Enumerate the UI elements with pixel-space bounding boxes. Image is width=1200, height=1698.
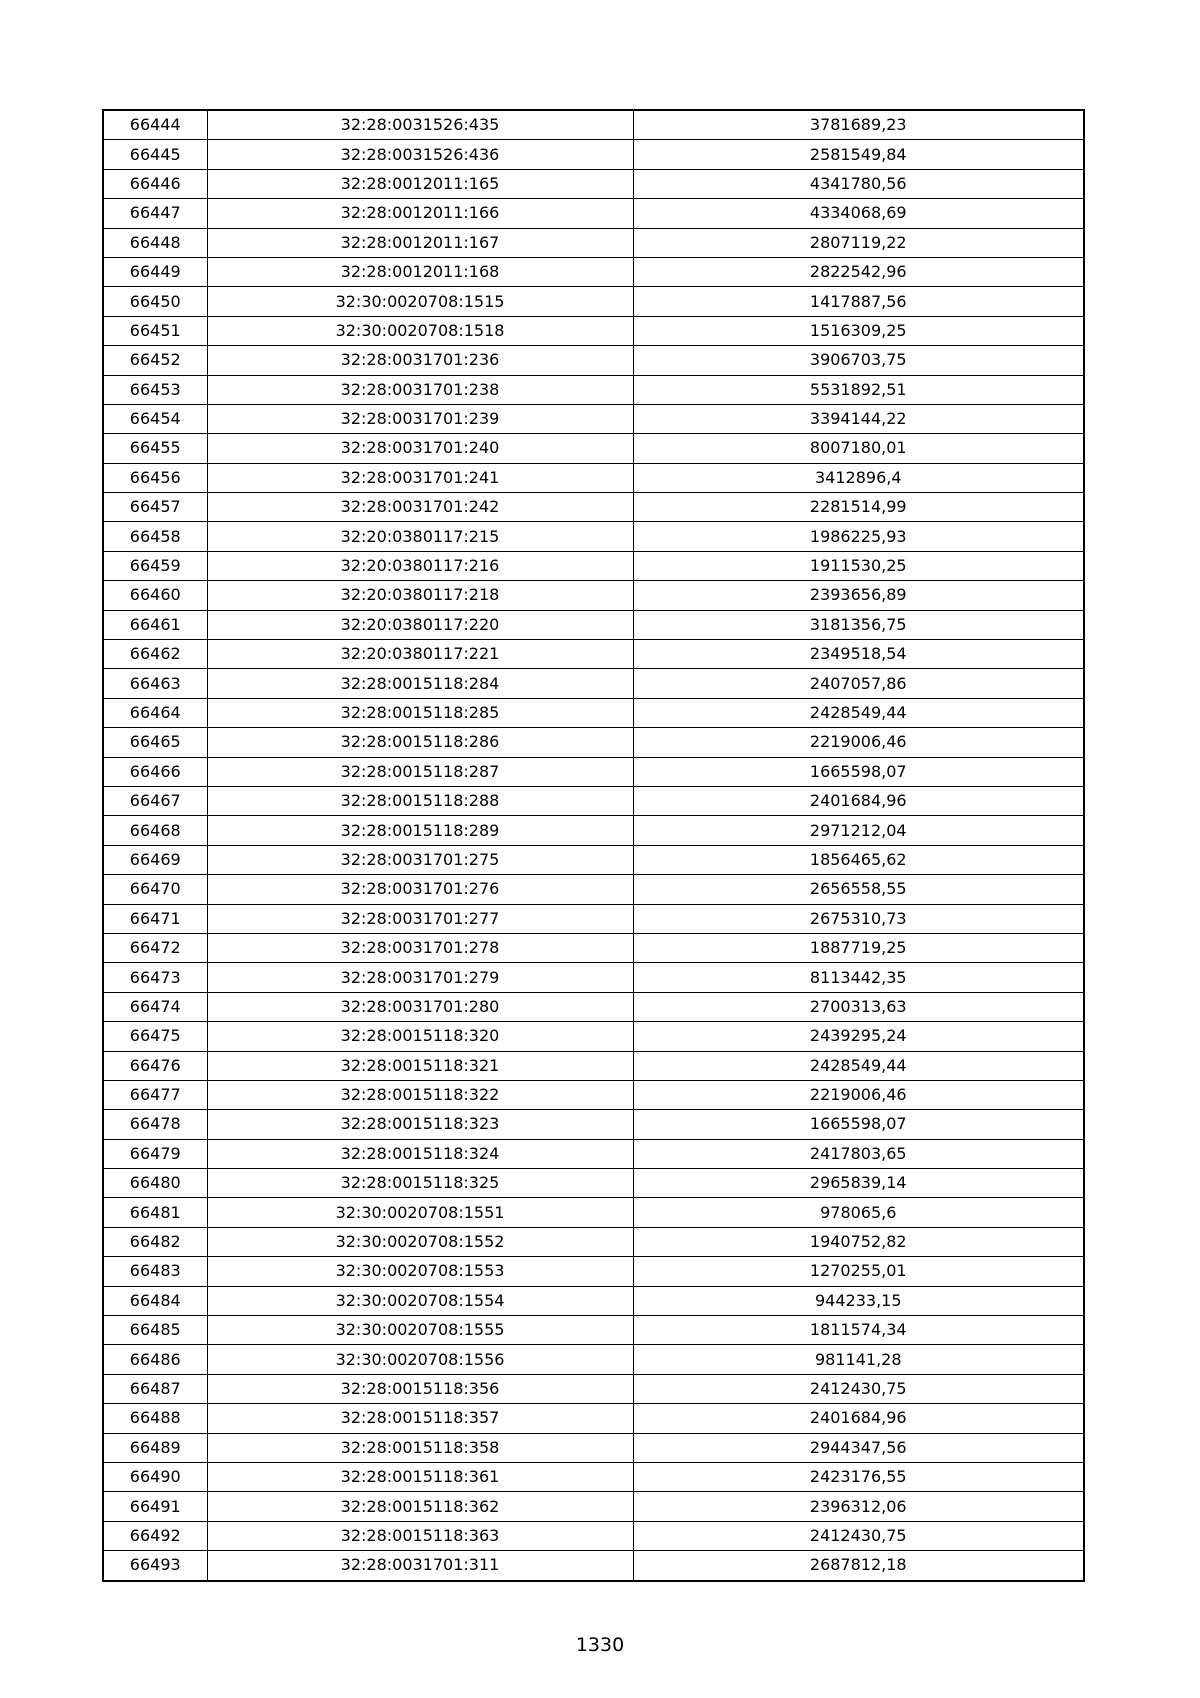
cadastral-number-cell: 32:28:0031701:275 [207, 845, 633, 874]
cadastral-number-cell: 32:28:0015118:321 [207, 1051, 633, 1080]
cadastral-number-cell: 32:28:0031701:238 [207, 375, 633, 404]
cadastral-number-cell: 32:28:0031701:276 [207, 875, 633, 904]
table-row [103, 1051, 1084, 1080]
table-row [103, 140, 1084, 169]
cadastral-number-cell: 32:28:0031526:435 [207, 110, 633, 140]
row-number-cell: 66463 [103, 669, 207, 698]
value-cell: 3412896,4 [633, 463, 1084, 492]
cadastral-number-cell: 32:30:0020708:1518 [207, 316, 633, 345]
row-number-cell: 66453 [103, 375, 207, 404]
row-number-cell: 66487 [103, 1374, 207, 1403]
row-number-cell: 66493 [103, 1551, 207, 1581]
value-cell: 8007180,01 [633, 434, 1084, 463]
cadastral-number-cell: 32:20:0380117:220 [207, 610, 633, 639]
value-cell: 1665598,07 [633, 1110, 1084, 1139]
table-row [103, 904, 1084, 933]
value-cell: 978065,6 [633, 1198, 1084, 1227]
table-row [103, 1080, 1084, 1109]
row-number-cell: 66483 [103, 1257, 207, 1286]
table-row [103, 992, 1084, 1021]
table-row [103, 1139, 1084, 1168]
value-cell: 2401684,96 [633, 786, 1084, 815]
row-number-cell: 66452 [103, 346, 207, 375]
table-row [103, 610, 1084, 639]
cadastral-number-cell: 32:28:0015118:323 [207, 1110, 633, 1139]
row-number-cell: 66468 [103, 816, 207, 845]
value-cell: 2349518,54 [633, 640, 1084, 669]
value-cell: 2401684,96 [633, 1404, 1084, 1433]
page-number: 1330 [575, 1634, 625, 1656]
value-cell: 1665598,07 [633, 757, 1084, 786]
table-row [103, 786, 1084, 815]
value-cell: 2687812,18 [633, 1551, 1084, 1581]
row-number-cell: 66490 [103, 1462, 207, 1491]
cadastral-number-cell: 32:28:0031701:279 [207, 963, 633, 992]
table-row [103, 316, 1084, 345]
cadastral-number-cell: 32:30:0020708:1551 [207, 1198, 633, 1227]
row-number-cell: 66446 [103, 169, 207, 198]
table-row [103, 1521, 1084, 1550]
value-cell: 1911530,25 [633, 551, 1084, 580]
table-row [103, 669, 1084, 698]
row-number-cell: 66485 [103, 1316, 207, 1345]
table-row [103, 1492, 1084, 1521]
table-row [103, 228, 1084, 257]
value-cell: 3906703,75 [633, 346, 1084, 375]
value-cell: 3394144,22 [633, 404, 1084, 433]
row-number-cell: 66458 [103, 522, 207, 551]
table-row [103, 1022, 1084, 1051]
table-row [103, 257, 1084, 286]
row-number-cell: 66484 [103, 1286, 207, 1315]
cadastral-number-cell: 32:28:0015118:362 [207, 1492, 633, 1521]
value-cell: 2428549,44 [633, 698, 1084, 727]
table-row [103, 1227, 1084, 1256]
cadastral-number-cell: 32:28:0015118:284 [207, 669, 633, 698]
value-cell: 2971212,04 [633, 816, 1084, 845]
table-row [103, 522, 1084, 551]
table-row [103, 375, 1084, 404]
value-cell: 2417803,65 [633, 1139, 1084, 1168]
table-row [103, 1551, 1084, 1581]
row-number-cell: 66462 [103, 640, 207, 669]
cadastral-number-cell: 32:28:0031701:241 [207, 463, 633, 492]
cadastral-value-table [102, 109, 1085, 1582]
table-row [103, 875, 1084, 904]
value-cell: 2412430,75 [633, 1374, 1084, 1403]
cadastral-number-cell: 32:28:0031701:311 [207, 1551, 633, 1581]
row-number-cell: 66491 [103, 1492, 207, 1521]
cadastral-number-cell: 32:30:0020708:1553 [207, 1257, 633, 1286]
value-cell: 1811574,34 [633, 1316, 1084, 1345]
row-number-cell: 66467 [103, 786, 207, 815]
row-number-cell: 66465 [103, 728, 207, 757]
value-cell: 2807119,22 [633, 228, 1084, 257]
value-cell: 5531892,51 [633, 375, 1084, 404]
value-cell: 2281514,99 [633, 493, 1084, 522]
row-number-cell: 66448 [103, 228, 207, 257]
row-number-cell: 66459 [103, 551, 207, 580]
value-cell: 1887719,25 [633, 933, 1084, 962]
value-cell: 4341780,56 [633, 169, 1084, 198]
row-number-cell: 66457 [103, 493, 207, 522]
table-row [103, 1404, 1084, 1433]
table-row [103, 963, 1084, 992]
row-number-cell: 66444 [103, 110, 207, 140]
row-number-cell: 66480 [103, 1169, 207, 1198]
cadastral-number-cell: 32:28:0015118:361 [207, 1462, 633, 1491]
cadastral-number-cell: 32:30:0020708:1555 [207, 1316, 633, 1345]
value-cell: 3781689,23 [633, 110, 1084, 140]
value-cell: 2407057,86 [633, 669, 1084, 698]
value-cell: 2412430,75 [633, 1521, 1084, 1550]
row-number-cell: 66478 [103, 1110, 207, 1139]
row-number-cell: 66492 [103, 1521, 207, 1550]
cadastral-number-cell: 32:28:0015118:358 [207, 1433, 633, 1462]
cadastral-number-cell: 32:30:0020708:1554 [207, 1286, 633, 1315]
value-cell: 2965839,14 [633, 1169, 1084, 1198]
table-row [103, 1462, 1084, 1491]
value-cell: 1417887,56 [633, 287, 1084, 316]
table-row [103, 581, 1084, 610]
cadastral-number-cell: 32:28:0015118:324 [207, 1139, 633, 1168]
cadastral-number-cell: 32:30:0020708:1556 [207, 1345, 633, 1374]
value-cell: 2396312,06 [633, 1492, 1084, 1521]
row-number-cell: 66461 [103, 610, 207, 639]
row-number-cell: 66482 [103, 1227, 207, 1256]
value-cell: 2219006,46 [633, 1080, 1084, 1109]
cadastral-number-cell: 32:28:0015118:288 [207, 786, 633, 815]
row-number-cell: 66456 [103, 463, 207, 492]
row-number-cell: 66481 [103, 1198, 207, 1227]
cadastral-number-cell: 32:20:0380117:216 [207, 551, 633, 580]
table-row [103, 287, 1084, 316]
table-row [103, 698, 1084, 727]
row-number-cell: 66486 [103, 1345, 207, 1374]
value-cell: 2944347,56 [633, 1433, 1084, 1462]
table-row [103, 404, 1084, 433]
value-cell: 2428549,44 [633, 1051, 1084, 1080]
row-number-cell: 66450 [103, 287, 207, 316]
row-number-cell: 66470 [103, 875, 207, 904]
cadastral-number-cell: 32:28:0012011:166 [207, 199, 633, 228]
row-number-cell: 66466 [103, 757, 207, 786]
table-row [103, 1169, 1084, 1198]
value-cell: 3181356,75 [633, 610, 1084, 639]
value-cell: 2700313,63 [633, 992, 1084, 1021]
cadastral-number-cell: 32:28:0015118:356 [207, 1374, 633, 1403]
value-cell: 2439295,24 [633, 1022, 1084, 1051]
row-number-cell: 66460 [103, 581, 207, 610]
row-number-cell: 66476 [103, 1051, 207, 1080]
table-row [103, 551, 1084, 580]
table-row [103, 346, 1084, 375]
cadastral-number-cell: 32:28:0015118:322 [207, 1080, 633, 1109]
value-cell: 8113442,35 [633, 963, 1084, 992]
value-cell: 1986225,93 [633, 522, 1084, 551]
table-row [103, 757, 1084, 786]
table-row [103, 493, 1084, 522]
table-row [103, 1198, 1084, 1227]
row-number-cell: 66473 [103, 963, 207, 992]
value-cell: 944233,15 [633, 1286, 1084, 1315]
cadastral-number-cell: 32:28:0015118:286 [207, 728, 633, 757]
cadastral-number-cell: 32:28:0015118:357 [207, 1404, 633, 1433]
table-row [103, 110, 1084, 140]
value-cell: 2219006,46 [633, 728, 1084, 757]
row-number-cell: 66471 [103, 904, 207, 933]
cadastral-number-cell: 32:28:0031701:240 [207, 434, 633, 463]
table-row [103, 463, 1084, 492]
row-number-cell: 66455 [103, 434, 207, 463]
table-row [103, 1257, 1084, 1286]
row-number-cell: 66488 [103, 1404, 207, 1433]
value-cell: 1516309,25 [633, 316, 1084, 345]
row-number-cell: 66472 [103, 933, 207, 962]
cadastral-number-cell: 32:20:0380117:221 [207, 640, 633, 669]
cadastral-number-cell: 32:20:0380117:218 [207, 581, 633, 610]
value-cell: 2581549,84 [633, 140, 1084, 169]
cadastral-number-cell: 32:28:0031701:236 [207, 346, 633, 375]
cadastral-number-cell: 32:28:0012011:165 [207, 169, 633, 198]
row-number-cell: 66454 [103, 404, 207, 433]
value-cell: 2393656,89 [633, 581, 1084, 610]
cadastral-number-cell: 32:28:0031701:239 [207, 404, 633, 433]
table-body [103, 110, 1084, 1581]
cadastral-number-cell: 32:28:0031701:278 [207, 933, 633, 962]
value-cell: 1940752,82 [633, 1227, 1084, 1256]
cadastral-number-cell: 32:28:0015118:363 [207, 1521, 633, 1550]
cadastral-number-cell: 32:28:0012011:167 [207, 228, 633, 257]
value-cell: 1856465,62 [633, 845, 1084, 874]
row-number-cell: 66451 [103, 316, 207, 345]
cadastral-number-cell: 32:28:0031701:277 [207, 904, 633, 933]
value-cell: 2822542,96 [633, 257, 1084, 286]
table-row [103, 1374, 1084, 1403]
row-number-cell: 66475 [103, 1022, 207, 1051]
row-number-cell: 66469 [103, 845, 207, 874]
cadastral-number-cell: 32:30:0020708:1552 [207, 1227, 633, 1256]
cadastral-number-cell: 32:28:0015118:287 [207, 757, 633, 786]
cadastral-number-cell: 32:20:0380117:215 [207, 522, 633, 551]
row-number-cell: 66449 [103, 257, 207, 286]
cadastral-number-cell: 32:28:0015118:285 [207, 698, 633, 727]
table-row [103, 640, 1084, 669]
row-number-cell: 66464 [103, 698, 207, 727]
cadastral-number-cell: 32:28:0015118:289 [207, 816, 633, 845]
cadastral-number-cell: 32:28:0015118:320 [207, 1022, 633, 1051]
table-row [103, 1433, 1084, 1462]
value-cell: 2675310,73 [633, 904, 1084, 933]
value-cell: 2656558,55 [633, 875, 1084, 904]
value-cell: 4334068,69 [633, 199, 1084, 228]
row-number-cell: 66474 [103, 992, 207, 1021]
row-number-cell: 66489 [103, 1433, 207, 1462]
row-number-cell: 66479 [103, 1139, 207, 1168]
cadastral-number-cell: 32:28:0031701:280 [207, 992, 633, 1021]
cadastral-number-cell: 32:28:0015118:325 [207, 1169, 633, 1198]
table-row [103, 1110, 1084, 1139]
table-row [103, 1345, 1084, 1374]
table-row [103, 728, 1084, 757]
value-cell: 2423176,55 [633, 1462, 1084, 1491]
row-number-cell: 66477 [103, 1080, 207, 1109]
table-row [103, 933, 1084, 962]
table-row [103, 1286, 1084, 1315]
row-number-cell: 66445 [103, 140, 207, 169]
table-row [103, 434, 1084, 463]
table-row [103, 199, 1084, 228]
table-row [103, 169, 1084, 198]
table-row [103, 845, 1084, 874]
cadastral-number-cell: 32:28:0031701:242 [207, 493, 633, 522]
cadastral-number-cell: 32:28:0031526:436 [207, 140, 633, 169]
value-cell: 981141,28 [633, 1345, 1084, 1374]
cadastral-number-cell: 32:28:0012011:168 [207, 257, 633, 286]
table-row [103, 816, 1084, 845]
value-cell: 1270255,01 [633, 1257, 1084, 1286]
cadastral-number-cell: 32:30:0020708:1515 [207, 287, 633, 316]
row-number-cell: 66447 [103, 199, 207, 228]
table-row [103, 1316, 1084, 1345]
